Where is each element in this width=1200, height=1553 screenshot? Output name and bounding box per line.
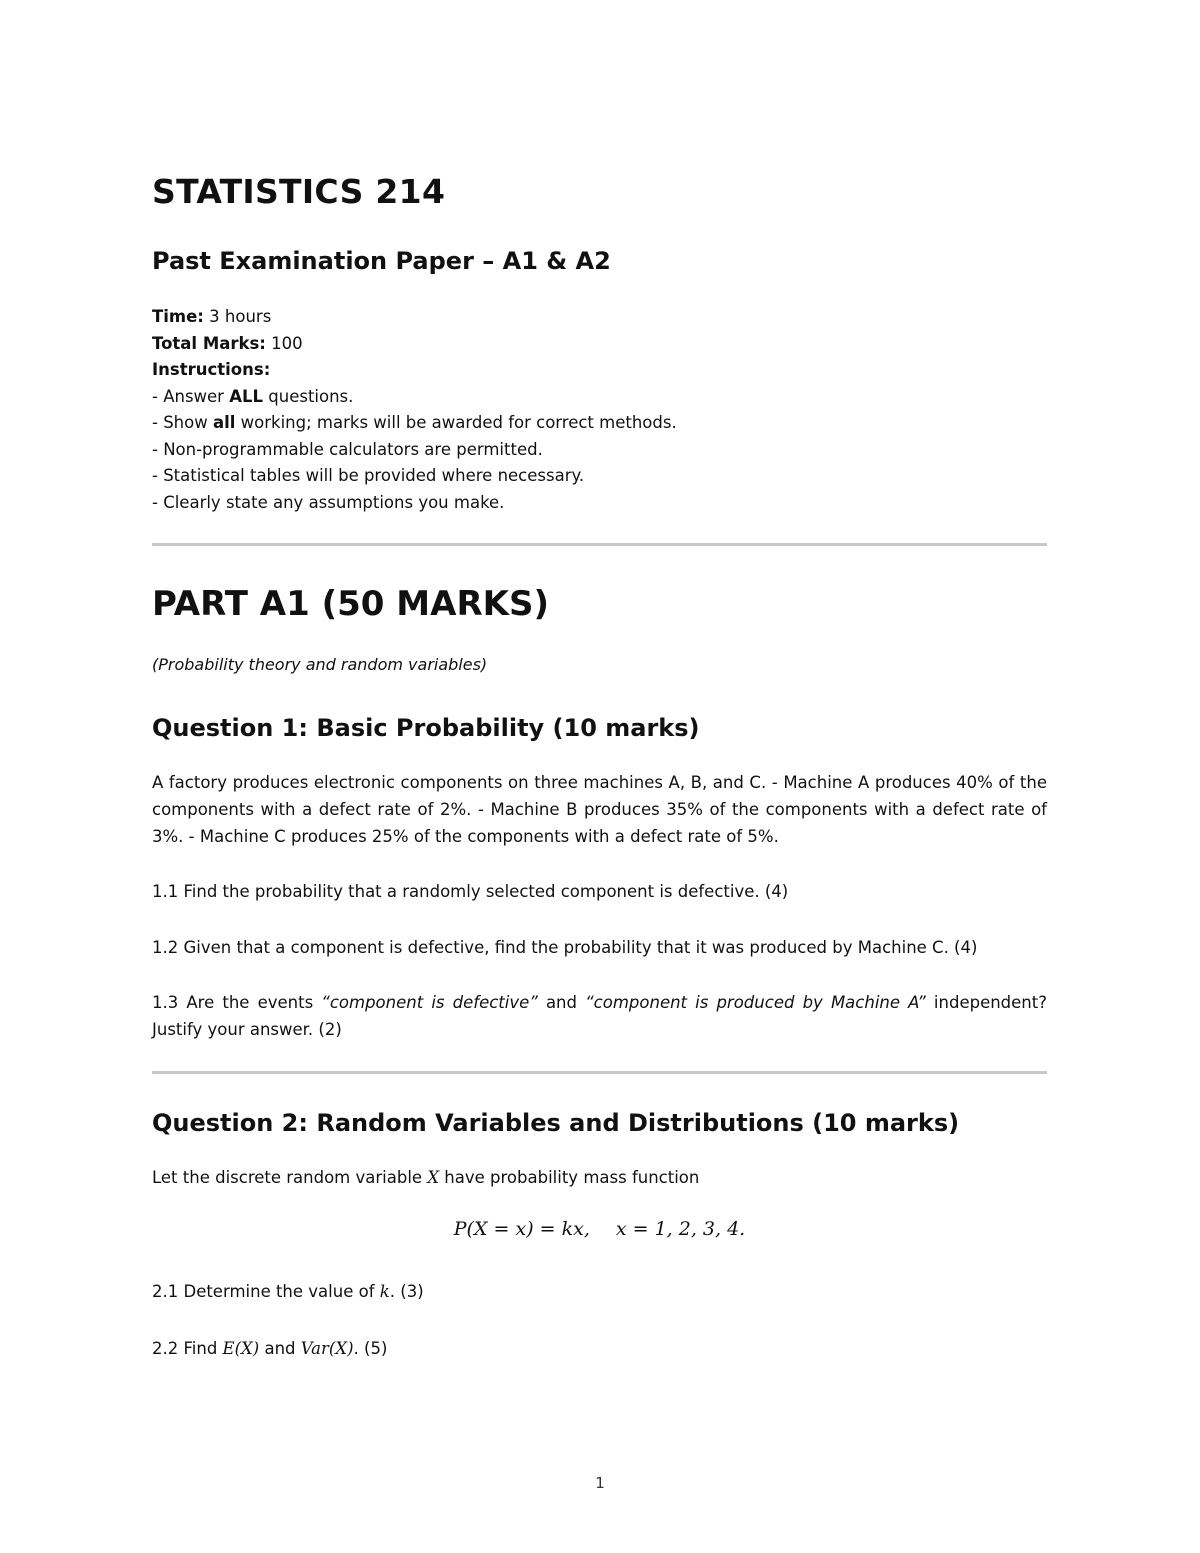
time-line [152, 304, 677, 331]
question-text: . (5) [353, 1339, 388, 1358]
pmf-support: x = 1, 2, 3, 4. [615, 1218, 746, 1240]
math-expectation: E(X) [222, 1339, 260, 1358]
time-value: 3 hours [203, 307, 272, 326]
instruction-text: - Statistical tables will be provided where necessary. [152, 466, 585, 485]
question-text: 2.1 Determine the value of [152, 1282, 380, 1301]
question-text: 2.2 Find [152, 1339, 223, 1358]
question-text: independent? Justify your answer. (2) [152, 993, 1047, 1039]
math-variance: Var(X) [300, 1339, 354, 1358]
exam-meta [152, 304, 677, 516]
event-defective: “component is defective” [321, 993, 538, 1012]
question-text: . (3) [389, 1282, 424, 1301]
question-text: and [537, 993, 586, 1012]
instruction-item [152, 410, 677, 437]
question-2-2 [152, 1335, 1047, 1362]
document-subtitle: Past Examination Paper – A1 & A2 [152, 247, 611, 275]
instruction-text: - Answer [152, 386, 230, 406]
total-marks-line [152, 331, 677, 358]
question-text: and [259, 1339, 301, 1358]
question-2-intro [152, 1164, 1047, 1191]
total-marks-value: 100 [265, 333, 303, 353]
document-title: STATISTICS 214 [152, 172, 446, 211]
instruction-item [152, 384, 677, 411]
instruction-text: - Non-programmable calculators are permitted. [152, 439, 543, 459]
event-machine-a: “component is produced by Machine A” [585, 993, 926, 1012]
pmf-formula: P(X = x) = kx, [453, 1218, 590, 1240]
question-text: 1.3 Are the events [152, 993, 322, 1012]
instructions-label: Instructions: [152, 360, 271, 379]
instruction-text: - Show [152, 413, 213, 432]
instructions-heading [152, 357, 677, 384]
question-2-title: Question 2: Random Variables and Distributions (10 marks) [152, 1109, 960, 1137]
math-variable: k [379, 1282, 390, 1301]
question-1-1: 1.1 Find the probability that a randomly selected component is defective. (4) [152, 882, 789, 901]
part-a1-title: PART A1 (50 MARKS) [152, 584, 549, 624]
question-text: Let the discrete random variable [152, 1168, 428, 1187]
question-1-intro: A factory produces electronic components on three machines A, B, and C. - Machine A produces 40% of the components with a defect rate of 2%. - Machine B produces 35% of the components with a defect rate of 3%. - Machine C produces 25% of the components with a defect rate of 5%. [152, 773, 1047, 846]
instruction-item [152, 437, 677, 464]
part-a1-subtitle: (Probability theory and random variables) [152, 655, 488, 674]
question-1-2: 1.2 Given that a component is defective, find the probability that it was produced by Machine C. (4) [152, 938, 978, 957]
question-1-title: Question 1: Basic Probability (10 marks) [152, 714, 700, 742]
pmf-equation [152, 1218, 1047, 1240]
question-2-1 [152, 1278, 1047, 1305]
question-text: have probability mass function [439, 1168, 700, 1187]
instruction-item [152, 490, 677, 517]
instruction-emphasis: all [212, 413, 236, 432]
instruction-text: working; marks will be awarded for correct methods. [235, 413, 677, 432]
question-1-3 [152, 989, 1047, 1043]
instruction-item [152, 463, 677, 490]
section-divider [152, 1071, 1047, 1074]
instruction-emphasis: ALL [229, 386, 264, 406]
section-divider [152, 543, 1047, 546]
instruction-text: questions. [263, 386, 354, 406]
total-marks-label: Total Marks: [152, 333, 266, 353]
instruction-text: - Clearly state any assumptions you make. [152, 492, 505, 512]
page-number: 1 [595, 1474, 605, 1492]
math-variable: X [427, 1168, 440, 1187]
time-label: Time: [152, 307, 204, 326]
